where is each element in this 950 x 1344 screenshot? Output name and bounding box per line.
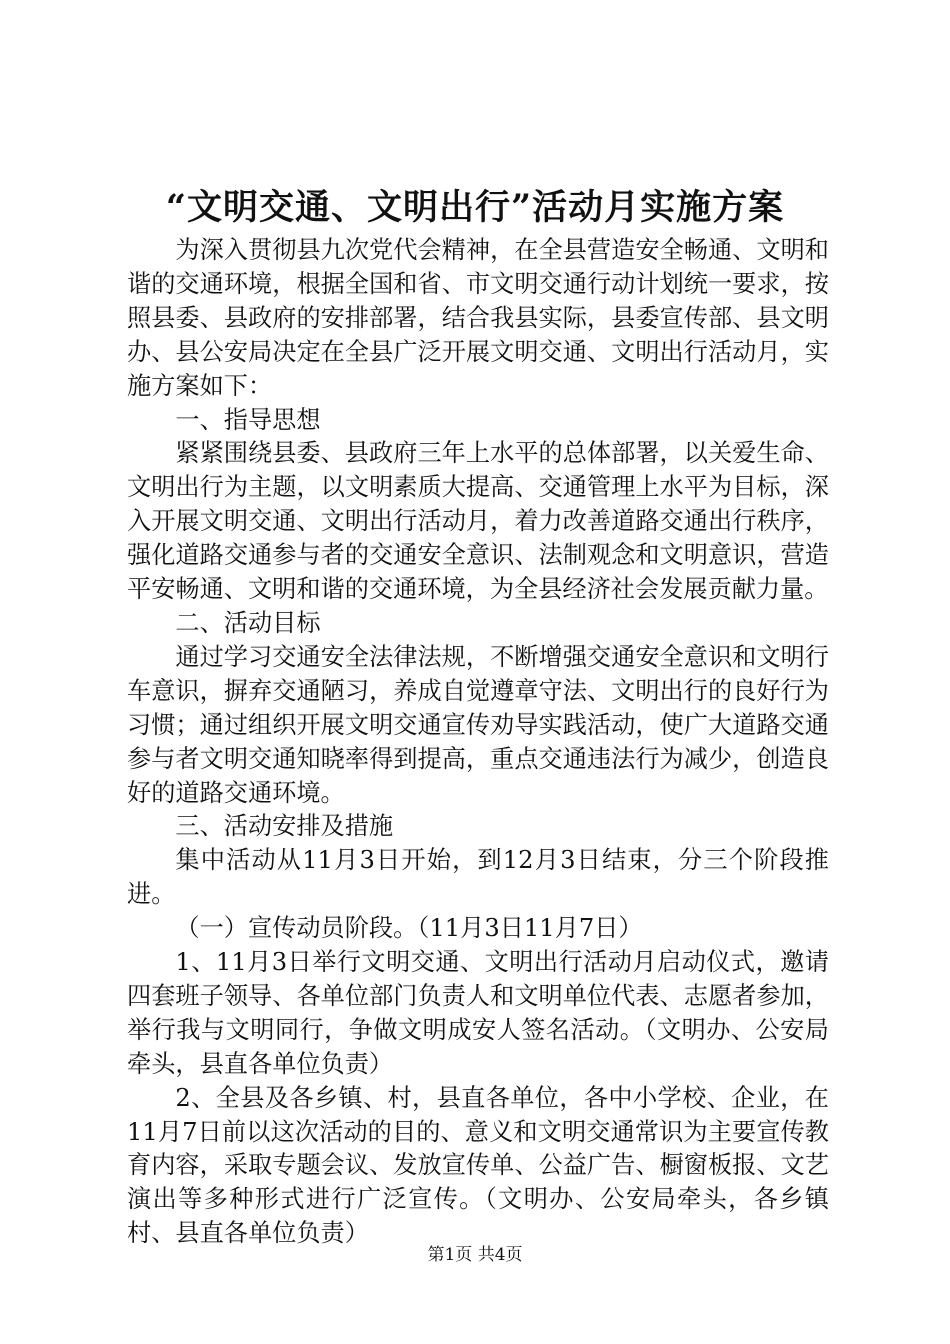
page-number-footer: 第1页 共4页: [427, 1245, 523, 1265]
document-body: [127, 234, 829, 1251]
activity-goal-paragraph: 通过学习交通安全法律法规，不断增强交通安全意识和文明行车意识，摒弃交通陋习，养成自觉遵章守法、文明出行的良好行为习惯；通过组织开展文明交通宣传劝导实践活动，使广大道路交通参与者文明交通知晓率得到提高，重点交通违法行为减少，创造良好的道路交通环境。: [127, 642, 829, 807]
intro-paragraph: 为深入贯彻县九次党代会精神，在全县营造安全畅通、文明和谐的交通环境，根据全国和省、市文明交通行动计划统一要求，按照县委、县政府的安排部署，结合我县实际，县委宣传部、县文明办、县公安局决定在全县广泛开展文明交通、文明出行活动月，实施方案如下：: [127, 236, 829, 400]
section-heading-guiding-thought: 一、指导思想: [175, 405, 321, 434]
guiding-thought-paragraph: 紧紧围绕县委、县政府三年上水平的总体部署，以关爱生命、文明出行为主题，以文明素质大提高、交通管理上水平为目标，深入开展文明交通、文明出行活动月，着力改善道路交通出行秩序，强化道路交通参与者的交通安全意识、法制观念和文明意识，营造平安畅通、文明和谐的交通环境，为全县经济社会发展贡献力量。: [127, 439, 829, 604]
list-item-2: 2、全县及各乡镇、村，县直各单位，各中小学校、企业，在11月7日前以这次活动的目的、意义和文明交通常识为主要宣传教育内容，采取专题会议、发放宣传单、公益广告、橱窗板报、文艺演出等多种形式进行广泛宣传。（文明办、公安局牵头，各乡镇村、县直各单位负责）: [127, 1083, 829, 1248]
document-title: “文明交通、文明出行”活动月实施方案: [165, 187, 785, 228]
arrangements-paragraph: 集中活动从11月3日开始，到12月3日结束，分三个阶段推进。: [127, 846, 829, 909]
section-heading-activity-goal: 二、活动目标: [175, 608, 321, 637]
list-item-1: 1、11月3日举行文明交通、文明出行活动月启动仪式，邀请四套班子领导、各单位部门负责人和文明单位代表、志愿者参加，举行我与文明同行，争做文明成安人签名活动。（文明办、公安局牵头，县直各单位负责）: [127, 948, 829, 1078]
subsection-heading-publicity-stage: （一）宣传动员阶段。（11月3日11月7日）: [175, 914, 643, 943]
section-heading-arrangements: 三、活动安排及措施: [175, 812, 394, 841]
